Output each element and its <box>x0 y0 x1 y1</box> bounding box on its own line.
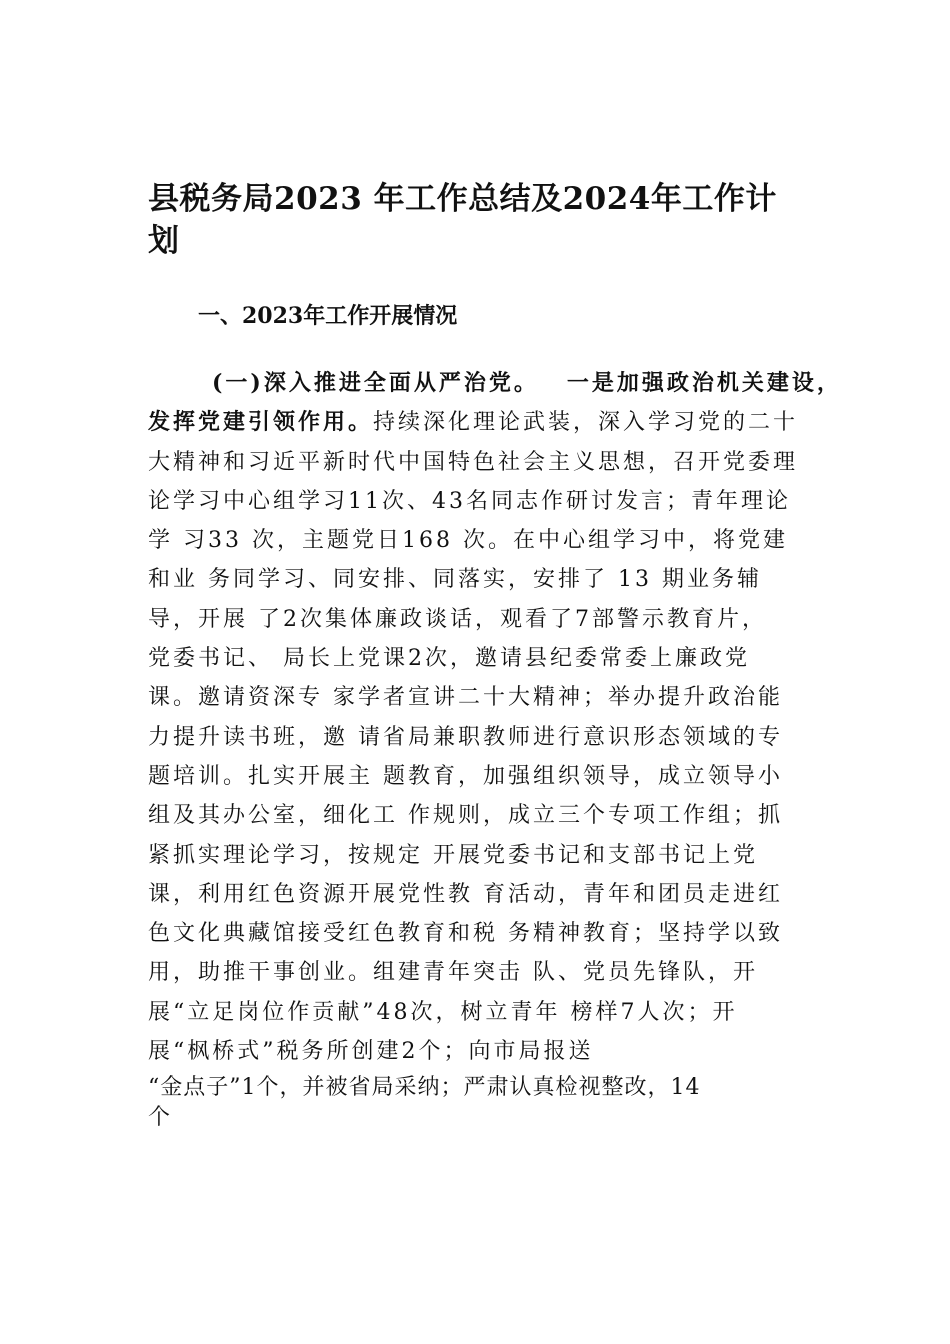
paragraph-line: 组及其办公室，细化工 作规则，成立三个专项工作组；抓 <box>148 803 783 829</box>
paragraph-line <box>148 403 813 442</box>
paragraph-line: 色文化典藏馆接受红色教育和税 务精神教育；坚持学以致 <box>148 921 783 947</box>
paragraph-line: 课。邀请资深专 家学者宣讲二十大精神；举办提升政治能 <box>148 685 783 711</box>
paragraph-line: 力提升读书班，邀 请省局兼职教师进行意识形态领域的专 <box>148 724 783 750</box>
paragraph-line: 学 习33 次，主题党日168 次。在中心组学习中，将党建 <box>148 528 788 554</box>
paragraph-line: 大精神和习近平新时代中国特色社会主义思想，召开党委理 <box>148 449 799 475</box>
paragraph-line: 论学习中心组学习11次、43名同志作研讨发言；青年理论 <box>148 488 791 514</box>
subsection-label: (一)深入推进全面从严治党。 <box>212 370 539 396</box>
lead-sentence-continued: 发挥党建引领作用。 <box>148 409 374 436</box>
paragraph-line: 紧抓实理论学习，按规定 开展党委书记和支部书记上党 <box>148 842 758 868</box>
lead-sentence: 一是加强政治机关建设， <box>566 370 842 396</box>
document-title: 县税务局2023 年工作总结及2024年工作计划 <box>148 181 777 259</box>
body-paragraph <box>148 364 842 1131</box>
paragraph-line: 个 <box>148 1105 174 1131</box>
line-text: 持续深化理论武装，深入学习党的二十 <box>373 410 799 436</box>
paragraph-line: 党委书记、 局长上党课2次，邀请县纪委常委上廉政党 <box>148 646 750 672</box>
paragraph-line: 和业 务同学习、同安排、同落实，安排了 13 期业务辅 <box>148 567 762 593</box>
paragraph-line: 课，利用红色资源开展党性教 育活动，青年和团员走进红 <box>148 881 783 907</box>
paragraph-line: “金点子”1个，并被省局采纳；严肃认真检视整改，14 <box>148 1075 701 1101</box>
paragraph-line: 展“枫桥式”税务所创建2个；向市局报送 <box>148 1039 594 1065</box>
paragraph-first-line <box>148 364 842 403</box>
paragraph-line: 题培训。扎实开展主 题教育，加强组织领导，成立领导小 <box>148 763 783 789</box>
paragraph-line: 用，助推干事创业。组建青年突击 队、党员先锋队，开 <box>148 960 758 986</box>
paragraph-line: 导，开展 了2次集体廉政谈话，观看了7部警示教育片， <box>148 606 767 632</box>
paragraph-line: 展“立足岗位作贡献”48次，树立青年 榜样7人次；开 <box>148 999 738 1025</box>
section-heading: 一、2023年工作开展情况 <box>198 303 458 329</box>
